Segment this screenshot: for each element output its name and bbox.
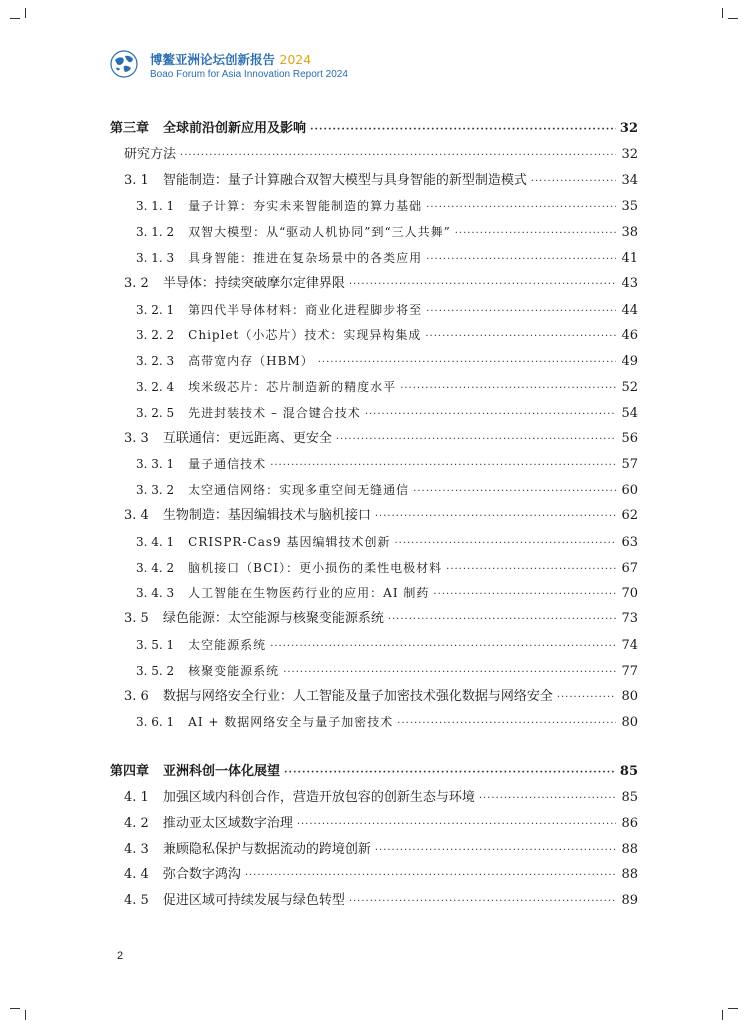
toc-entry-number: 3. 4. 3 [136, 586, 175, 601]
toc-entry-title: 太空通信网络：实现多重空间无缝通信 [188, 483, 410, 498]
toc-entry-number: 4. 1 [124, 789, 149, 805]
toc-leader-dots [270, 456, 616, 476]
toc-leader-dots [557, 688, 616, 708]
toc-entry-number: 3. 1. 2 [136, 225, 175, 240]
page-number: 2 [117, 950, 124, 962]
toc-leader-dots [426, 198, 616, 218]
toc-entry[interactable] [110, 891, 638, 917]
toc-entry-page: 56 [621, 430, 638, 446]
toc-leader-dots [397, 714, 616, 734]
toc-entry-number: 3. 6 [124, 688, 149, 704]
toc-entry-title: CRISPR-Cas9 基因编辑技术创新 [188, 534, 391, 549]
toc-entry-page: 57 [621, 457, 638, 473]
toc-entry-number: 4. 5 [124, 893, 149, 909]
toc-leader-dots [433, 585, 616, 605]
toc-entry[interactable] [110, 351, 638, 377]
toc-entry[interactable] [110, 145, 638, 171]
toc-entry-title: 具身智能：推进在复杂场景中的各类应用 [188, 250, 423, 265]
toc-leader-dots [479, 789, 616, 809]
toc-entry-page: 73 [621, 611, 638, 627]
crop-mark-bl-v [25, 1010, 26, 1020]
toc-entry-title: 太空能源系统 [188, 637, 267, 652]
toc-entry[interactable] [110, 222, 638, 248]
toc-entry[interactable] [110, 403, 638, 429]
toc-entry-page: 62 [621, 507, 638, 523]
toc-entry-number: 4. 4 [124, 867, 149, 883]
toc-entry-page: 85 [619, 764, 638, 780]
toc-entry[interactable] [110, 635, 638, 661]
toc-leader-dots [310, 120, 616, 140]
toc-leader-dots [375, 507, 616, 527]
toc-entry-number: 3. 3 [124, 430, 149, 446]
toc-entry-number: 3. 3. 1 [136, 457, 175, 472]
toc-entry-page: 85 [621, 789, 638, 805]
toc-entry-page: 70 [621, 586, 638, 602]
toc-leader-dots [446, 560, 616, 580]
toc-entry-page: 32 [621, 146, 638, 162]
toc-entry-number: 3. 4. 2 [136, 560, 175, 575]
toc-entry-title: 脑机接口（BCI）：更小损伤的柔性电极材料 [188, 560, 443, 575]
toc-entry[interactable] [110, 840, 638, 866]
toc-entry-title: 半导体：持续突破摩尔定律界限 [162, 275, 345, 291]
toc-entry-page: 34 [621, 172, 638, 188]
toc-entry-title: 埃米级芯片：芯片制造新的精度水平 [188, 379, 397, 394]
table-of-contents [110, 119, 638, 917]
crop-mark-bl-h [10, 1008, 20, 1009]
toc-leader-dots [413, 482, 616, 502]
toc-entry-number: 3. 2. 5 [136, 405, 175, 420]
chapter-spacer [110, 738, 638, 762]
toc-entry[interactable] [110, 274, 638, 300]
toc-entry-number: 3. 5 [124, 611, 149, 627]
toc-entry[interactable] [110, 196, 638, 222]
toc-entry[interactable] [110, 558, 638, 584]
toc-entry[interactable] [110, 506, 638, 532]
toc-leader-dots [455, 224, 616, 244]
toc-entry[interactable] [110, 377, 638, 403]
toc-entry-title: 先进封装技术 – 混合键合技术 [188, 405, 361, 420]
header-title-en: Boao Forum for Asia Innovation Report 2024 [150, 69, 348, 80]
crop-mark-tr-h [728, 18, 738, 19]
toc-entry-page: 77 [621, 663, 638, 679]
toc-entry-page: 32 [619, 121, 638, 136]
toc-entry-number: 3. 2. 1 [136, 302, 175, 317]
crop-mark-br-v [722, 1010, 723, 1020]
toc-leader-dots [388, 610, 616, 630]
toc-entry-number: 3. 3. 2 [136, 483, 175, 498]
toc-entry-number: 3. 2. 4 [136, 379, 175, 394]
toc-leader-dots [284, 763, 616, 783]
toc-leader-dots [426, 302, 616, 322]
toc-leader-dots [283, 663, 616, 683]
toc-entry-title: Chiplet（小芯片）技术：实现异构集成 [188, 328, 422, 343]
toc-leader-dots [270, 637, 616, 657]
toc-leader-dots [349, 275, 616, 295]
toc-chapter-entry[interactable] [110, 762, 638, 788]
toc-entry-number: 3. 5. 2 [136, 663, 175, 678]
toc-entry[interactable] [110, 300, 638, 326]
toc-entry-title: 加强区域内科创合作，营造开放包容的创新生态与环境 [162, 789, 475, 805]
toc-leader-dots [394, 534, 616, 554]
toc-leader-dots [375, 841, 616, 861]
toc-entry-title: AI + 数据网络安全与量子加密技术 [188, 715, 394, 730]
toc-leader-dots [336, 430, 616, 450]
toc-entry-title: 生物制造：基因编辑技术与脑机接口 [162, 507, 371, 523]
toc-entry-title: 研究方法 [124, 146, 177, 162]
toc-entry[interactable] [110, 865, 638, 891]
toc-entry-page: 63 [621, 534, 638, 550]
toc-entry-number: 4. 2 [124, 815, 149, 831]
toc-entry-number: 3. 4 [124, 507, 149, 523]
toc-entry-page: 46 [621, 328, 638, 344]
toc-entry-title: 量子计算：夯实未来智能制造的算力基础 [188, 199, 423, 214]
toc-entry-page: 54 [621, 405, 638, 421]
toc-entry-number: 第四章 [110, 764, 150, 780]
toc-entry[interactable] [110, 661, 638, 687]
toc-entry-title: 绿色能源：太空能源与核聚变能源系统 [162, 611, 384, 627]
toc-entry-title: 智能制造：量子计算融合双智大模型与具身智能的新型制造模式 [162, 172, 527, 188]
toc-leader-dots [349, 892, 616, 912]
toc-entry-page: 44 [621, 302, 638, 318]
toc-leader-dots [297, 815, 616, 835]
toc-entry-page: 35 [621, 199, 638, 215]
toc-entry-number: 3. 6. 1 [136, 715, 175, 730]
toc-entry-number: 3. 4. 1 [136, 534, 175, 549]
toc-leader-dots [318, 353, 616, 373]
toc-entry[interactable] [110, 171, 638, 197]
toc-leader-dots [426, 250, 616, 270]
toc-entry-page: 60 [621, 483, 638, 499]
toc-entry-title: 全球前沿创新应用及影响 [163, 121, 307, 136]
toc-entry[interactable] [110, 609, 638, 635]
toc-entry-number: 3. 2. 2 [136, 328, 175, 343]
toc-entry[interactable] [110, 712, 638, 738]
toc-entry[interactable] [110, 454, 638, 480]
toc-chapter-entry[interactable] [110, 119, 638, 145]
toc-entry-number: 3. 2. 3 [136, 354, 175, 369]
toc-entry-page: 49 [621, 354, 638, 370]
toc-entry-page: 52 [621, 379, 638, 395]
toc-leader-dots [365, 405, 616, 425]
toc-entry-number: 第三章 [110, 121, 150, 136]
toc-entry-number: 3. 5. 1 [136, 637, 175, 652]
toc-entry[interactable] [110, 583, 638, 609]
toc-entry[interactable] [110, 480, 638, 506]
toc-entry[interactable] [110, 687, 638, 713]
toc-leader-dots [400, 379, 616, 399]
toc-entry[interactable] [110, 532, 638, 558]
toc-entry-title: 数据与网络安全行业：人工智能及量子加密技术强化数据与网络安全 [162, 688, 553, 704]
toc-entry-title: 高带宽内存（HBM） [188, 354, 314, 369]
toc-entry-title: 量子通信技术 [188, 457, 267, 472]
toc-entry-title: 促进区域可持续发展与绿色转型 [162, 893, 345, 909]
toc-entry-title: 人工智能在生物医药行业的应用：AI 制药 [188, 586, 430, 601]
toc-entry-page: 88 [621, 867, 638, 883]
toc-entry-page: 80 [621, 688, 638, 704]
toc-entry-number: 3. 1. 3 [136, 250, 175, 265]
crop-mark-br-h [728, 1008, 738, 1009]
toc-entry-title: 推动亚太区域数字治理 [162, 815, 293, 831]
toc-entry-page: 86 [621, 815, 638, 831]
toc-entry-number: 4. 3 [124, 841, 149, 857]
toc-entry-page: 41 [621, 250, 638, 266]
crop-mark-tr-v [722, 8, 723, 18]
toc-entry-page: 74 [621, 637, 638, 653]
toc-entry[interactable] [110, 788, 638, 814]
toc-entry-page: 67 [621, 560, 638, 576]
toc-entry-page: 89 [621, 893, 638, 909]
toc-entry-page: 43 [621, 275, 638, 291]
header-title-cn: 博鳌亚洲论坛创新报告 2024 [150, 52, 312, 67]
toc-entry-title: 弥合数字鸿沟 [162, 867, 241, 883]
toc-leader-dots [245, 866, 616, 886]
toc-entry-page: 38 [621, 225, 638, 241]
toc-leader-dots [425, 327, 616, 347]
toc-entry-page: 80 [621, 715, 638, 731]
toc-entry-title: 核聚变能源系统 [188, 663, 280, 678]
toc-entry[interactable] [110, 325, 638, 351]
toc-entry-number: 3. 1. 1 [136, 199, 175, 214]
toc-entry-title: 亚洲科创一体化展望 [163, 764, 281, 780]
toc-entry-title: 互联通信：更远距离、更安全 [162, 430, 332, 446]
crop-mark-tl-v [25, 8, 26, 18]
toc-entry-title: 兼顾隐私保护与数据流动的跨境创新 [162, 841, 371, 857]
toc-entry-number: 3. 2 [124, 275, 149, 291]
toc-leader-dots [531, 172, 616, 192]
toc-entry[interactable] [110, 814, 638, 840]
toc-entry-title: 第四代半导体材料：商业化进程脚步将至 [188, 302, 423, 317]
boao-globe-logo-icon [110, 50, 138, 78]
crop-mark-tl-h [10, 18, 20, 19]
toc-entry-number: 3. 1 [124, 172, 149, 188]
toc-entry-page: 88 [621, 841, 638, 857]
toc-entry-title: 双智大模型：从“驱动人机协同”到“三人共舞” [188, 225, 451, 240]
toc-entry[interactable] [110, 429, 638, 455]
toc-leader-dots [180, 146, 616, 166]
toc-entry[interactable] [110, 248, 638, 274]
